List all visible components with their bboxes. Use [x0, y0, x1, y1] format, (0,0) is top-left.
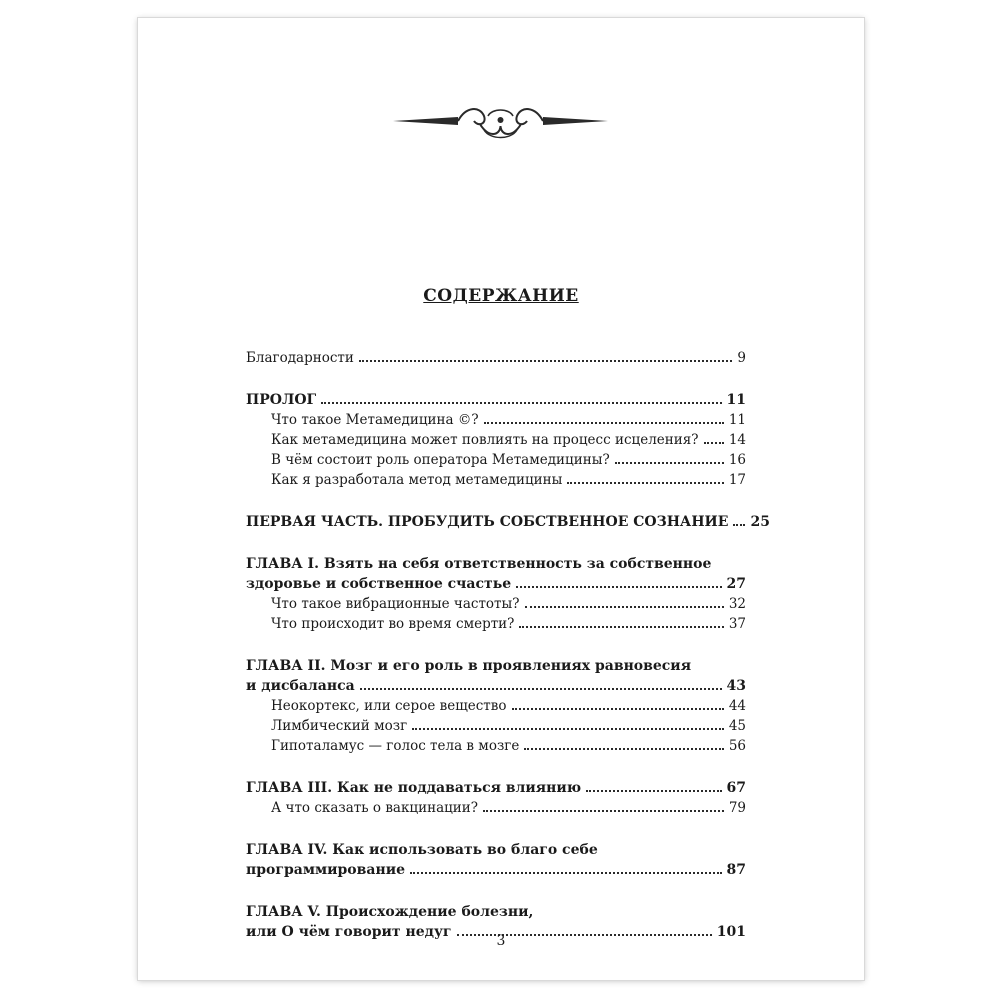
toc-page-number: 37	[728, 616, 746, 632]
page-title: СОДЕРЖАНИЕ	[423, 286, 579, 306]
toc-entry-title: или О чём говорит недуг	[246, 924, 452, 940]
leader-dots	[360, 688, 722, 690]
toc-entry-title: А что сказать о вакцинации?	[271, 800, 479, 816]
leader-dots	[733, 524, 745, 526]
toc-entry-chapter-2-line1[interactable]: ГЛАВА II. Мозг и его роль в проявлениях равновесия	[246, 658, 692, 674]
toc-subentry[interactable]	[246, 696, 746, 716]
toc-entry-title: Как я разработала метод метамедицины	[271, 472, 563, 488]
toc-subentry[interactable]	[246, 594, 746, 614]
toc-subentry[interactable]	[246, 736, 746, 756]
toc-page-number: 9	[737, 350, 746, 366]
toc-subentry[interactable]	[246, 798, 746, 818]
toc-entry-title: Как метамедицина может повлиять на процесс исцеления?	[271, 432, 699, 448]
toc-subentry[interactable]	[246, 614, 746, 634]
toc-entry-chapter-1[interactable]	[246, 574, 746, 594]
leader-dots	[483, 810, 724, 812]
leader-dots	[525, 606, 724, 608]
ornament-divider-icon	[388, 96, 613, 146]
toc-page-number: 87	[726, 862, 746, 878]
toc-entry-title: Благодарности	[246, 350, 354, 366]
toc-entry-prologue[interactable]	[246, 390, 746, 410]
toc-subentry[interactable]	[246, 470, 746, 490]
toc-entry-title: ГЛАВА III. Как не поддаваться влиянию	[246, 780, 582, 796]
toc-subentry[interactable]	[246, 430, 746, 450]
toc-entry-chapter-1-line1[interactable]: ГЛАВА I. Взять на себя ответственность за собственное	[246, 556, 712, 572]
toc-entry-chapter-3[interactable]	[246, 778, 746, 798]
toc-entry-title: Что происходит во время смерти?	[271, 616, 515, 632]
leader-dots	[704, 442, 724, 444]
toc-page-number: 101	[716, 924, 746, 940]
table-of-contents	[246, 348, 770, 942]
leader-dots	[321, 402, 721, 404]
leader-dots	[359, 360, 733, 362]
toc-entry-title: Лимбический мозг	[271, 718, 408, 734]
toc-entry-title: и дисбаланса	[246, 678, 355, 694]
toc-entry-acknowledgements[interactable]	[246, 348, 746, 368]
leader-dots	[516, 586, 721, 588]
toc-page-number: 27	[726, 576, 746, 592]
toc-entry-title: Неокортекс, или серое вещество	[271, 698, 507, 714]
leader-dots	[410, 872, 722, 874]
toc-entry-title: В чём состоит роль оператора Метамедицины?	[271, 452, 610, 468]
page-number: 3	[496, 933, 506, 949]
leader-dots	[524, 748, 723, 750]
toc-page-number: 17	[728, 472, 746, 488]
book-page	[138, 18, 864, 980]
toc-entry-title: программирование	[246, 862, 405, 878]
toc-page-number: 14	[728, 432, 746, 448]
toc-page-number: 44	[728, 698, 746, 714]
leader-dots	[586, 790, 721, 792]
toc-page-number: 56	[728, 738, 746, 754]
toc-page-number: 16	[728, 452, 746, 468]
toc-subentry[interactable]	[246, 450, 746, 470]
toc-page-number: 25	[750, 514, 770, 530]
toc-page-number: 45	[728, 718, 746, 734]
leader-dots	[412, 728, 724, 730]
toc-page-number: 32	[728, 596, 746, 612]
toc-entry-chapter-5-line1[interactable]: ГЛАВА V. Происхождение болезни,	[246, 904, 534, 920]
toc-subentry[interactable]	[246, 716, 746, 736]
toc-entry-title: Что такое вибрационные частоты?	[271, 596, 520, 612]
toc-page-number: 11	[728, 412, 746, 428]
toc-entry-title: ПРОЛОГ	[246, 392, 317, 408]
toc-entry-chapter-4-line1[interactable]: ГЛАВА IV. Как использовать во благо себе	[246, 842, 598, 858]
toc-entry-chapter-2[interactable]	[246, 676, 746, 696]
toc-entry-title: Гипоталамус — голос тела в мозге	[271, 738, 520, 754]
toc-page-number: 67	[726, 780, 746, 796]
leader-dots	[615, 462, 724, 464]
leader-dots	[567, 482, 723, 484]
toc-page-number: 79	[728, 800, 746, 816]
leader-dots	[484, 422, 724, 424]
toc-entry-title: Что такое Метамедицина ©?	[271, 412, 479, 428]
toc-subentry[interactable]	[246, 410, 746, 430]
leader-dots	[512, 708, 724, 710]
toc-entry-part-one[interactable]	[246, 512, 770, 532]
toc-entry-title: ПЕРВАЯ ЧАСТЬ. ПРОБУДИТЬ СОБСТВЕННОЕ СОЗНАНИЕ	[246, 514, 729, 530]
toc-entry-title: здоровье и собственное счастье	[246, 576, 512, 592]
toc-page-number: 43	[726, 678, 746, 694]
toc-entry-chapter-4[interactable]	[246, 860, 746, 880]
toc-page-number: 11	[726, 392, 746, 408]
leader-dots	[519, 626, 723, 628]
